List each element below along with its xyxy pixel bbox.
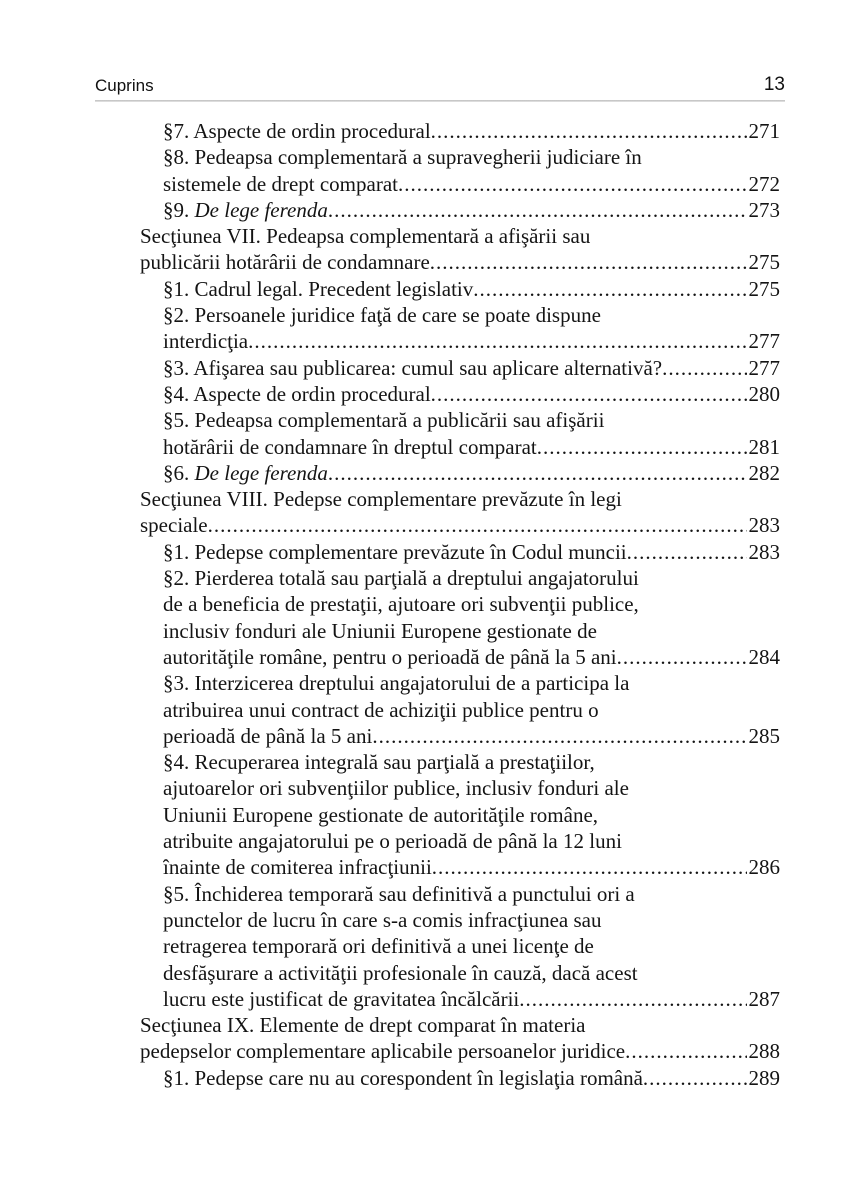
toc-entry-text: hotărârii de condamnare în dreptul comparat: [163, 434, 537, 459]
toc-entry-text: §5. Pedeapsa complementară a publicării sau afişării: [163, 408, 605, 433]
toc-entry-text: atribuite angajatorului pe o perioadă de până la 12 luni: [163, 829, 622, 854]
toc-page-number: 281: [748, 434, 780, 459]
toc-entry-text: §1. Pedepse complementare prevăzute în Codul muncii: [163, 539, 627, 564]
toc-subsection-entry[interactable]: [163, 749, 780, 880]
toc-entry-text: perioadă de până la 5 ani: [163, 723, 373, 748]
toc-page-number: 286: [748, 855, 780, 880]
toc-subsection-entry[interactable]: [163, 539, 780, 565]
toc-entry-text: Secţiunea VII. Pedeapsa complementară a afişării sau: [140, 224, 591, 249]
toc-subsection-entry[interactable]: [163, 670, 780, 749]
toc-subsection-entry[interactable]: [163, 118, 780, 144]
page-number: 13: [763, 74, 785, 95]
toc-entry-text: inclusiv fonduri ale Uniunii Europene gestionate de: [163, 618, 597, 643]
toc-entry-text: §3. Interzicerea dreptului angajatorului de a participa la: [163, 671, 630, 696]
dot-leader: [473, 276, 746, 302]
toc-subsection-entry[interactable]: [163, 881, 780, 1012]
toc-entry-text: §1. Cadrul legal. Precedent legislativ: [163, 276, 474, 301]
toc-page-number: 287: [748, 986, 780, 1011]
toc-entry-text: punctelor de lucru în care s-a comis infracţiunea sau: [163, 907, 602, 932]
toc-subsection-entry[interactable]: [163, 197, 780, 223]
dot-leader: [398, 171, 747, 197]
toc-subsection-entry[interactable]: [163, 381, 780, 407]
dot-leader: [537, 434, 747, 460]
toc-entry-text: §6. De lege ferenda: [163, 460, 328, 485]
toc-entry-text: atribuirea unui contract de achiziţii publice pentru o: [163, 697, 599, 722]
dot-leader: [643, 1065, 747, 1091]
toc-entry-text: ajutoarelor ori subvenţiilor publice, inclusiv fonduri ale: [163, 776, 629, 801]
toc-entry-text: sistemele de drept comparat: [163, 171, 398, 196]
toc-entry-text: §3. Afişarea sau publicarea: cumul sau aplicare alternativă?: [163, 355, 663, 380]
toc-page-number: 285: [748, 723, 780, 748]
toc-page-number: 275: [748, 276, 780, 301]
toc-entry-text: §2. Pierderea totală sau parţială a dreptului angajatorului: [163, 566, 639, 591]
toc-entry-text: Secţiunea VIII. Pedepse complementare prevăzute în legi: [140, 487, 622, 512]
toc-page-number: 275: [748, 250, 780, 275]
toc-page-number: 277: [748, 329, 780, 354]
toc-entry-text: autorităţile române, pentru o perioadă de până la 5 ani: [163, 644, 617, 669]
toc-entry-text: §9. De lege ferenda: [163, 197, 328, 222]
dot-leader: [328, 460, 747, 486]
toc-subsection-entry[interactable]: [163, 276, 780, 302]
toc-page-number: 280: [748, 381, 780, 406]
toc-section-entry[interactable]: [140, 1012, 780, 1065]
running-header-title: Cuprins: [95, 76, 154, 95]
toc-entry-text: lucru este justificat de gravitatea încălcării: [163, 986, 520, 1011]
table-of-contents: [140, 118, 780, 1091]
dot-leader: [432, 854, 747, 880]
toc-entry-text: interdicţia: [163, 329, 249, 354]
toc-entry-text: §4. Recuperarea integrală sau parţială a prestaţiilor,: [163, 750, 595, 775]
toc-entry-text: de a beneficia de prestaţii, ajutoare ori subvenţii publice,: [163, 592, 639, 617]
dot-leader: [248, 328, 746, 354]
toc-section-entry[interactable]: [140, 223, 780, 276]
toc-entry-text: înainte de comiterea infracţiunii: [163, 855, 432, 880]
toc-page-number: 289: [748, 1065, 780, 1090]
toc-page-number: 273: [748, 197, 780, 222]
dot-leader: [617, 644, 747, 670]
dot-leader: [627, 539, 747, 565]
toc-entry-text: §5. Închiderea temporară sau definitivă a punctului ori a: [163, 881, 635, 906]
dot-leader: [208, 512, 747, 538]
dot-leader: [662, 355, 746, 381]
toc-entry-text: speciale: [140, 513, 208, 538]
toc-page-number: 282: [748, 460, 780, 485]
toc-entry-text: §4. Aspecte de ordin procedural: [163, 381, 431, 406]
toc-page-number: 272: [748, 171, 780, 196]
toc-page-number: 283: [748, 513, 780, 538]
toc-page-number: 284: [748, 644, 780, 669]
toc-subsection-entry[interactable]: [163, 460, 780, 486]
toc-subsection-entry[interactable]: [163, 407, 780, 460]
toc-entry-text: §1. Pedepse care nu au corespondent în legislaţia română: [163, 1065, 643, 1090]
dot-leader: [431, 118, 747, 144]
toc-entry-text: §8. Pedeapsa complementară a supravegherii judiciare în: [163, 145, 642, 170]
toc-page-number: 277: [748, 355, 780, 380]
toc-entry-text: retragerea temporară ori definitivă a unei licenţe de: [163, 934, 594, 959]
dot-leader: [519, 986, 746, 1012]
toc-subsection-entry[interactable]: [163, 144, 780, 197]
toc-entry-text: publicării hotărârii de condamnare: [140, 250, 430, 275]
toc-page-number: 288: [748, 1039, 780, 1064]
toc-section-entry[interactable]: [140, 486, 780, 539]
toc-entry-text: Uniunii Europene gestionate de autorităţile române,: [163, 802, 599, 827]
dot-leader: [431, 381, 747, 407]
dot-leader: [625, 1038, 746, 1064]
toc-subsection-entry[interactable]: [163, 565, 780, 670]
toc-entry-text: desfăşurare a activităţii profesionale în cauză, dacă acest: [163, 960, 638, 985]
toc-page-number: 271: [748, 119, 780, 143]
toc-page-number: 283: [748, 539, 780, 564]
dot-leader: [328, 197, 747, 223]
toc-entry-text: pedepselor complementare aplicabile persoanelor juridice: [140, 1039, 626, 1064]
toc-entry-text: §2. Persoanele juridice faţă de care se poate dispune: [163, 303, 601, 328]
dot-leader: [430, 249, 747, 275]
toc-subsection-entry[interactable]: [163, 302, 780, 355]
toc-subsection-entry[interactable]: [163, 355, 780, 381]
header-divider: [95, 100, 785, 102]
toc-entry-text: §7. Aspecte de ordin procedural: [163, 119, 431, 143]
running-header: [95, 74, 785, 100]
toc-subsection-entry[interactable]: [163, 1065, 780, 1091]
toc-entry-text: Secţiunea IX. Elemente de drept comparat în materia: [140, 1013, 586, 1038]
dot-leader: [372, 723, 746, 749]
